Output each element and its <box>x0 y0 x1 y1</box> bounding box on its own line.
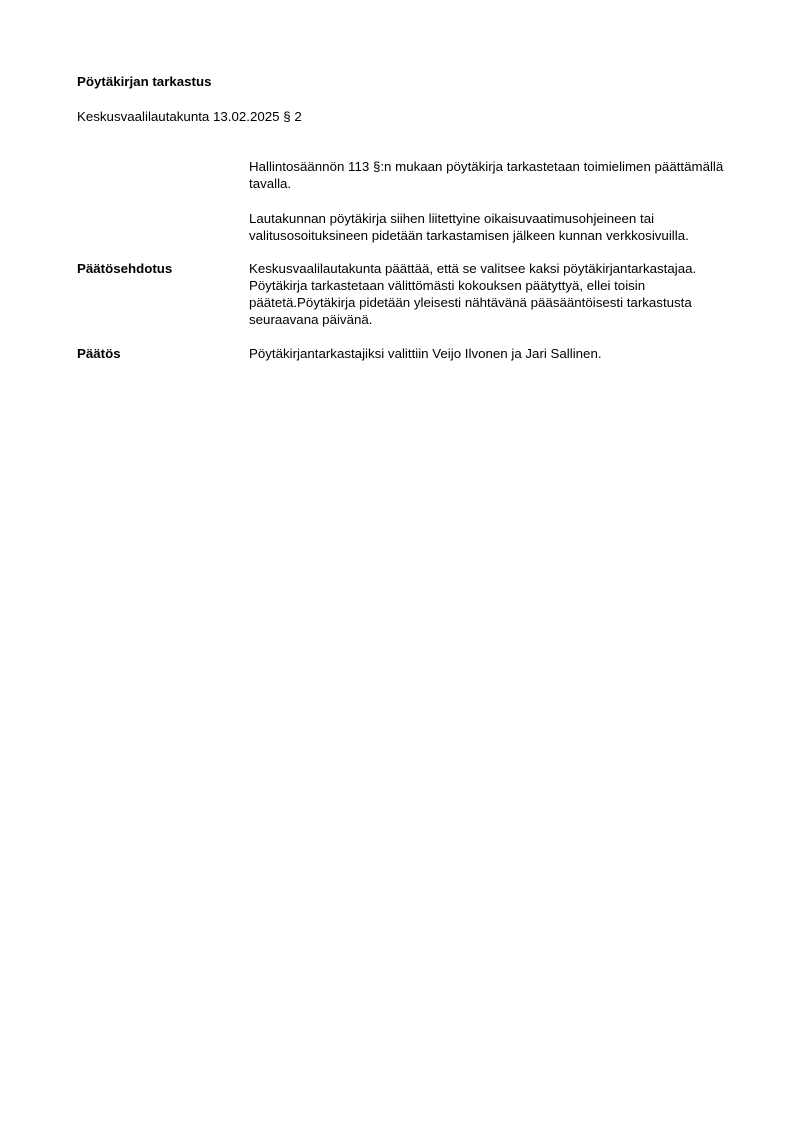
decision-label: Päätös <box>77 346 121 361</box>
intro-paragraph-1: Hallintosäännön 113 §:n mukaan pöytäkirja tarkastetaan toimielimen päättämällä tavalla. <box>249 159 724 191</box>
proposal-text: Keskusvaalilautakunta päättää, että se valitsee kaksi pöytäkirjantarkastajaa. Pöytäkirja tarkastetaan välittömästi kokouksen päätyttyä, ellei toisin päätetä.Pöytäkirja pidetään yleisesti nähtävänä pääsääntöisesti tarkastusta seuraavana päivänä. <box>249 261 697 327</box>
proposal-label: Päätösehdotus <box>77 261 173 276</box>
intro-paragraph-2: Lautakunnan pöytäkirja siihen liitettyine oikaisuvaatimusohjeineen tai valitusosoituksineen pidetään tarkastamisen jälkeen kunnan verkkosivuilla. <box>249 211 689 243</box>
decision-text: Pöytäkirjantarkastajiksi valittiin Veijo Ilvonen ja Jari Sallinen. <box>249 346 602 361</box>
document-title: Pöytäkirjan tarkastus <box>77 74 212 89</box>
meeting-reference: Keskusvaalilautakunta 13.02.2025 § 2 <box>77 109 302 124</box>
